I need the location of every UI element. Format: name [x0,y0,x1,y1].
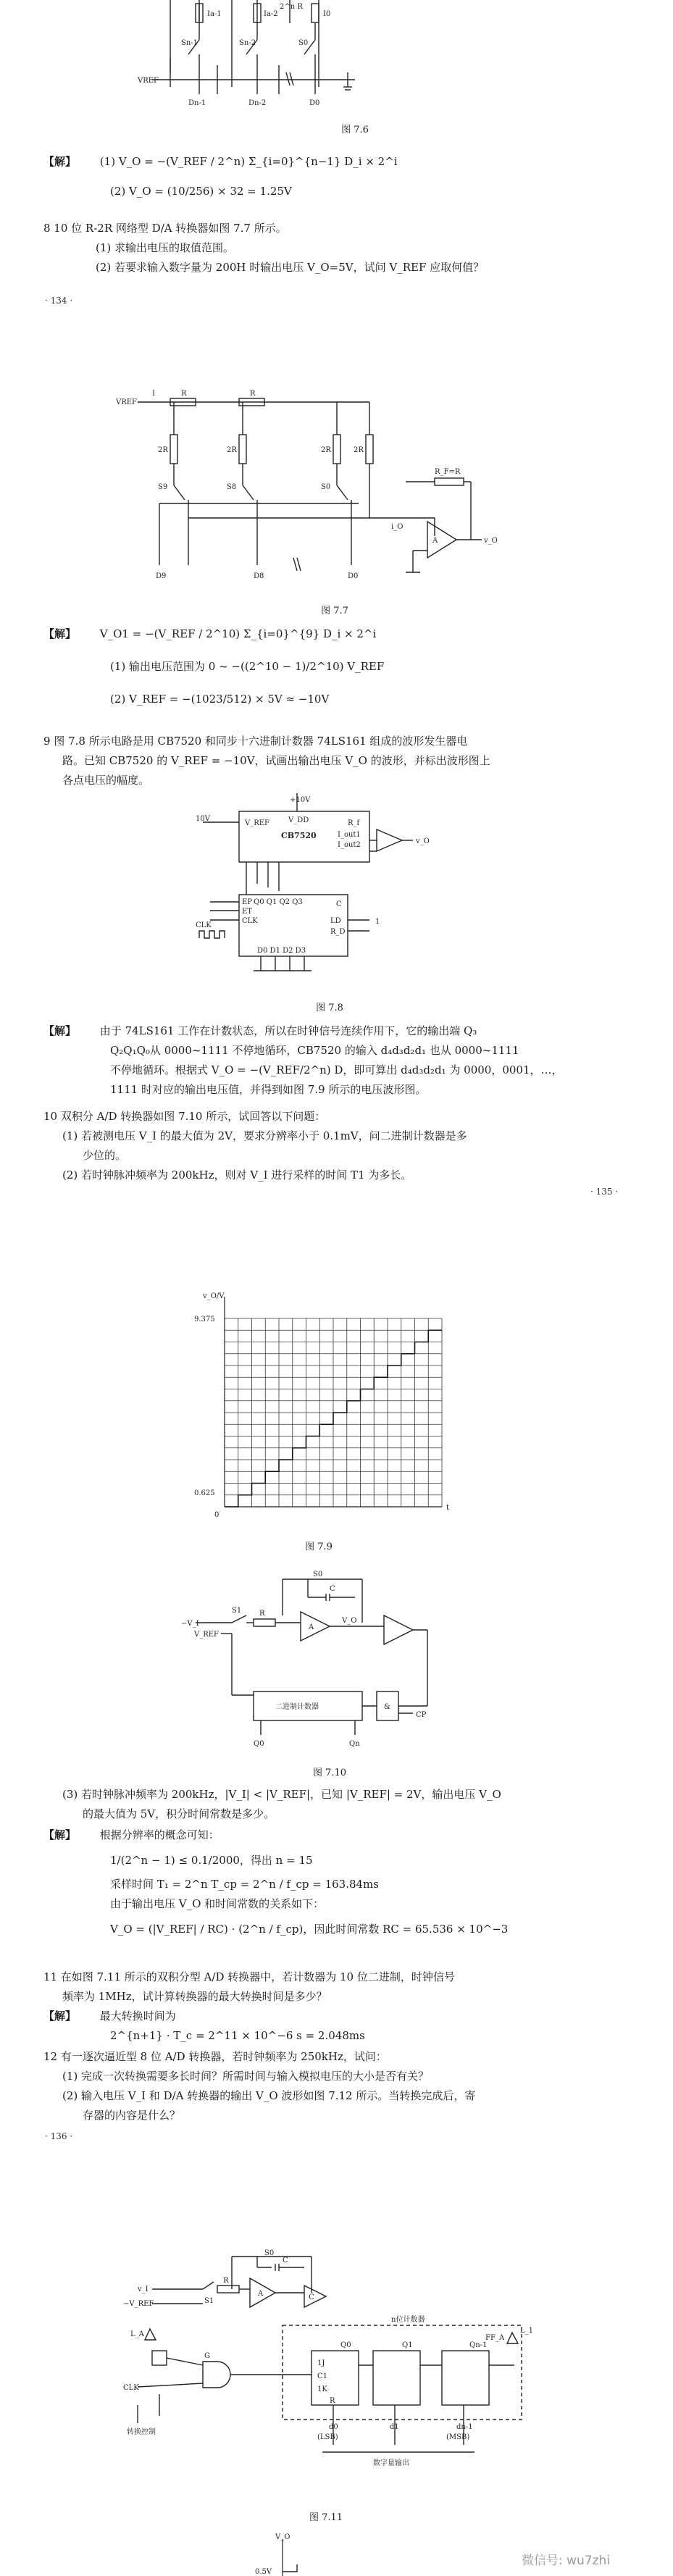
question-item: (3) 若时钟脉冲频率为 200kHz，|V_I| < |V_REF|，已知 |V_REF| = 2V，输出电压 V_O [62,1788,501,1801]
fig78-label: ET [242,908,252,916]
figure-7-9-chart [167,1289,471,1550]
answer-line: 不停地循环。根据式 V_O = −(V_REF/2^n) D，即可算出 d₄d₃d₂d₁ 为 0000，0001，…， [110,1063,563,1076]
y-tick-label: 0.5V [255,2568,272,2576]
answer-tag: 【解】 [43,2010,77,2023]
fig78-label: v_O [416,837,430,845]
question-9 [43,732,645,790]
question-item: (2) 输入电压 V_I 和 D/A 转换器的输出 V_O 波形如图 7.12 所示。当转换完成后，寄 [62,2089,476,2102]
figure-7-11-circuit [123,2249,534,2485]
waveform-step [283,2564,297,2572]
fig78-label: I_out2 [338,841,361,849]
fig76-label: Dn-1 [188,99,206,107]
fig78-label: R_f [348,819,360,827]
watermark-text: 微信号: wu7zhi [522,2554,611,2568]
fig78-label: CLK [242,917,258,925]
question-11 [43,1967,645,2007]
equation: (2) V_O = (10/256) × 32 = 1.25V [110,185,292,198]
equation: V_O = (|V_REF| / RC) · (2^n / f_cp)，因此时间常数 RC = 65.536 × 10^−3 [110,1923,509,1936]
fig711-label: v_I [138,2286,149,2293]
question-line: 频率为 1MHz，试计算转换器的最大转换时间是多少？ [62,1990,327,2003]
fig710-label: V_REF [194,1631,219,1639]
fig711-label: Q1 [402,2341,413,2349]
equation: (1) 输出电压范围为 0 ~ −((2^10 − 1)/2^10) V_REF [110,660,385,673]
fig77-label: S0 [321,483,331,491]
fig711-label: L_1 [520,2327,534,2335]
fig711-label: (LSB) [317,2433,338,2441]
fig77-label: I [152,390,155,398]
fig77-label: R [250,390,256,398]
fig711-label: 1K [317,2385,327,2393]
fig711-label: CLK [123,2384,139,2392]
answer-7-block [43,152,623,201]
fig711-label: L_A [130,2330,144,2338]
fig711-label: Qn-1 [469,2341,488,2349]
question-item: (2) 若要求输入数字量为 200H 时输出电压 V_O=5V，试问 V_REF 应取何值？ [96,261,485,274]
fig77-label: S8 [227,483,237,491]
equation: 2^{n+1} · T_c = 2^11 × 10^−6 s = 2.048ms [110,2029,365,2042]
answer-tag: 【解】 [43,1828,77,1841]
figure-7-6-circuit [109,0,413,134]
fig711-label: Q0 [340,2341,351,2349]
figure-caption: 图 7.10 [312,1768,347,1778]
page-number: · 136 · [45,2131,73,2141]
fig76-label: D0 [309,99,320,107]
equation: 采样时间 T₁ = 2^n T_cp = 2^n / f_cp = 163.84ms [110,1878,379,1891]
fig711-label: n位计数器 [391,2316,425,2324]
fig711-label: S0 [264,2249,275,2257]
equation: 1/(2^n − 1) ≤ 0.1/2000，得出 n = 15 [110,1854,313,1867]
fig710-label: S1 [232,1607,242,1615]
figure-caption: 图 7.6 [341,125,369,135]
fig77-label: R [181,390,187,398]
fig711-label: G [204,2352,210,2360]
question-title: 8 10 位 R-2R 网络型 D/A 转换器如图 7.7 所示。 [43,222,287,235]
equation: (1) V_O = −(V_REF / 2^n) Σ_{i=0}^{n−1} D_i × 2^i [99,155,398,168]
y-axis-label: v_O/V [203,1292,225,1300]
fig711-label: C1 [317,2372,328,2380]
fig711-label: d1 [390,2423,399,2431]
fig77-label: 2R [354,446,364,454]
answer-10-block [43,1826,645,1939]
question-item: 少位的。 [83,1149,127,1162]
x-axis-label: t [446,1504,450,1512]
fig710-label: A [309,1623,314,1631]
fig77-label: v_O [484,537,498,545]
question-line: 11 在如图 7.11 所示的双积分型 A/D 转换器中，若计数器为 10 位二进制，时钟信号 [43,1970,455,1983]
question-title: 10 双积分 A/D 转换器如图 7.10 所示，试回答以下问题： [43,1110,326,1123]
fig78-label: EP [242,898,253,906]
fig711-label: FF_A [485,2334,505,2342]
y-tick-label: 0 [214,1511,220,1519]
fig77-label: R_F=R [435,468,461,476]
y-tick-label: 0.625 [194,1489,215,1497]
fig76-label: Dn-2 [248,99,267,107]
fig77-label: 2R [321,446,331,454]
equation: V_O1 = −(V_REF / 2^10) Σ_{i=0}^{9} D_i × 2^i [99,627,377,640]
fig711-label: 1J [317,2359,325,2367]
answer-line: 由于输出电压 V_O 和时间常数的关系如下： [110,1897,325,1910]
fig76-label: VREF [138,77,159,85]
fig710-label: & [384,1703,390,1711]
question-line: 9 图 7.8 所示电路是用 CB7520 和同步十六进制计数器 74LS161 组成的波形发生器电 [43,735,468,748]
fig77-label: D9 [156,572,167,580]
fig78-label: CB7520 [281,831,317,840]
question-8 [43,219,638,277]
figure-7-7-circuit [116,384,498,609]
question-item: (1) 完成一次转换需要多长时间？所需时间与输入模拟电压的大小是否有关？ [62,2070,430,2083]
figure-7-8-circuit [196,793,456,982]
question-12 [43,2047,645,2125]
fig78-label: I_out1 [338,831,361,839]
fig76-label: S0 [298,39,309,47]
answer-tag: 【解】 [43,627,77,640]
fig710-label: C [330,1585,335,1593]
answer-line: 最大转换时间为 [99,2010,176,2023]
fig77-label: VREF [116,398,137,406]
fig76-label: Ia-2 [264,10,278,18]
fig711-label: 数字量输出 [373,2459,409,2467]
fig710-label: R [259,1610,265,1618]
fig77-label: D8 [254,572,264,580]
question-line: 路。已知 CB7520 的 V_REF = −10V，试画出输出电压 V_O 的波形，并标出波形图上 [62,754,490,767]
fig78-label: 1 [375,918,380,926]
answer-line: 由于 74LS161 工作在计数状态，所以在时钟信号连续作用下，它的输出端 Q₃ [99,1024,477,1037]
fig711-label: dn-1 [456,2423,473,2431]
question-item: 存器的内容是什么？ [83,2109,181,2122]
fig78-label: 10V [196,815,210,823]
fig710-label: V_O [342,1617,357,1625]
fig76-label: I0 [323,10,331,18]
page-number: · 135 · [590,1187,619,1197]
question-10 [43,1107,645,1185]
figure-7-10-circuit [181,1565,471,1760]
fig77-label: A [432,537,438,545]
fig78-label: C [336,900,342,908]
fig78-label: D0 D1 D2 D3 [257,947,306,955]
page-number: · 134 · [45,296,73,306]
fig711-label: R [223,2277,229,2285]
y-tick-label: 9.375 [194,1316,215,1323]
fig78-label: +10V [290,796,311,804]
fig77-label: i_O [391,523,404,531]
fig711-label: C [283,2257,288,2265]
answer-tag: 【解】 [43,155,77,168]
fig711-label: 转换控制 [127,2428,156,2436]
fig711-label: R [330,2397,335,2405]
fig78-label: Q0 Q1 Q2 Q3 [254,898,303,906]
fig77-label: 2R [158,446,168,454]
fig78-label: R_D [330,928,346,936]
fig710-label: Q0 [254,1740,264,1748]
fig77-label: S9 [158,483,168,491]
fig78-label: V_DD [288,816,309,824]
fig711-label: d0 [329,2423,338,2431]
question-line: 各点电压的幅度。 [62,774,150,787]
equation: (2) V_REF = −(1023/512) × 5V ≈ −10V [110,693,330,706]
answer-9-block [43,1021,645,1100]
fig78-label: LD [330,917,341,925]
fig711-label: C [309,2293,314,2301]
fig77-label: D0 [348,572,359,580]
answer-line: 根据分辨率的概念可知： [99,1828,220,1841]
answer-line: Q₂Q₁Q₀从 0000~1111 不停地循环，CB7520 的输入 d₄d₃d₂d₁ 也从 0000~1111 [110,1044,519,1057]
figure-caption: 图 7.8 [316,1003,343,1013]
fig76-label: Sn-2 [239,39,256,47]
question-item: 的最大值为 5V，积分时间常数是多少。 [83,1807,275,1820]
fig78-label: V_REF [245,819,269,827]
answer-8-block [43,624,638,709]
fig710-label: −V_I [181,1620,199,1628]
fig76-label: 2^n R [280,3,303,11]
answer-tag: 【解】 [43,1024,77,1037]
fig711-label: (MSB) [446,2433,470,2441]
fig710-label: Qn [349,1740,360,1748]
fig76-label: Sn-1 [181,39,198,47]
fig710-label: CP [416,1711,427,1719]
question-10-part3 [43,1785,645,1824]
question-line: 12 有一逐次逼近型 8 位 A/D 转换器，若时钟频率为 250kHz，试问： [43,2050,387,2063]
fig711-label: −V_REF [123,2300,154,2308]
figure-caption: 图 7.7 [321,606,348,616]
fig78-label: CLK [196,921,212,929]
fig710-label: 二进制计数器 [275,1703,319,1711]
figure-caption: 图 7.9 [305,1542,333,1552]
y-axis-label: V_O [275,2533,290,2541]
figure-7-12-chart [239,2532,384,2576]
fig77-label: 2R [227,446,237,454]
fig711-label: A [258,2290,264,2298]
answer-line: 1111 时对应的输出电压值，并得到如图 7.9 所示的电压波形图。 [110,1083,427,1096]
answer-11-block [43,2007,645,2046]
fig711-label: S1 [204,2297,214,2305]
question-item: (1) 若被测电压 V_I 的最大值为 2V，要求分辨率小于 0.1mV，问二进制计数器是多 [62,1129,467,1142]
question-item: (1) 求输出电压的取值范围。 [96,241,235,254]
fig710-label: S0 [313,1571,323,1578]
question-item: (2) 若时钟脉冲频率为 200kHz，则对 V_I 进行采样的时间 T1 为多长。 [62,1168,412,1182]
fig76-label: Ia-1 [207,10,222,18]
figure-caption: 图 7.11 [309,2512,343,2523]
